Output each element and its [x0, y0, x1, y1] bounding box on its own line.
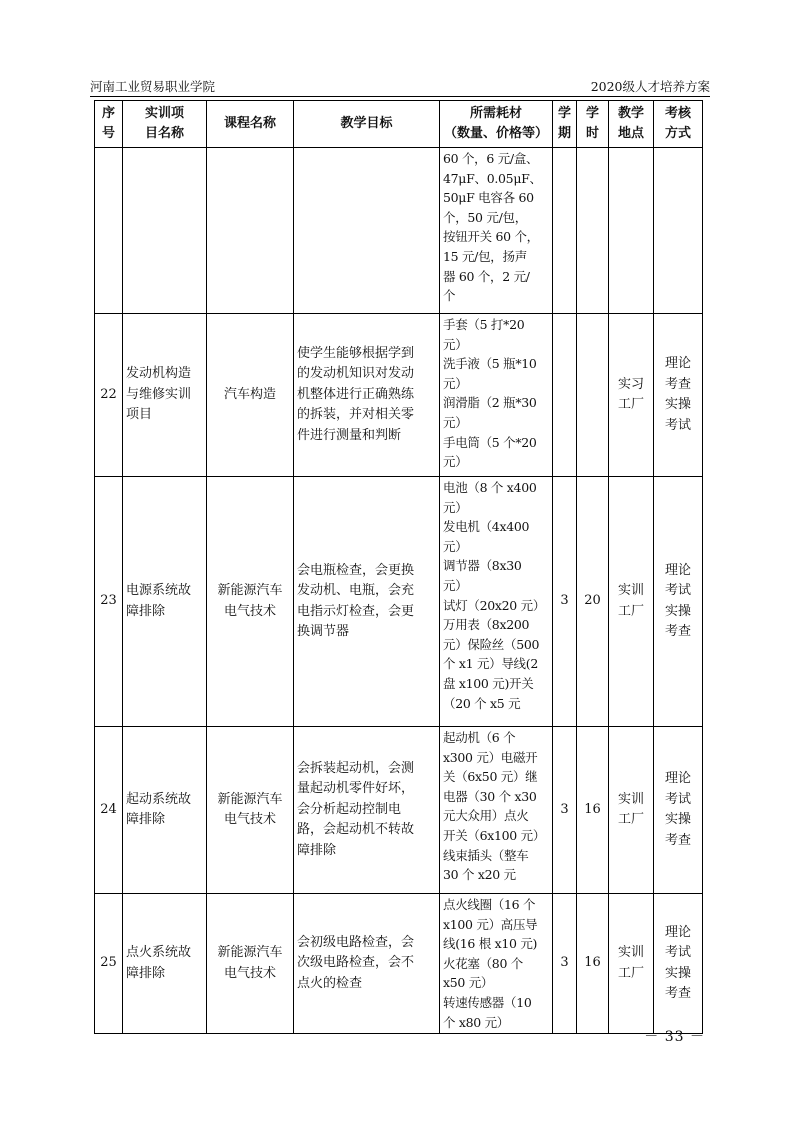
materials-line: 个，50 元/包， [443, 209, 527, 225]
project-name-cell [123, 148, 207, 314]
project-name-line: 障排除 [126, 965, 166, 981]
course-name-cell [207, 314, 294, 477]
semester-cell: 3 [553, 727, 577, 894]
col-project: 实训项 目名称 [123, 101, 207, 148]
project-name-line: 发动机构造 [126, 366, 192, 382]
course-name-line: 新能源汽车 [217, 945, 283, 961]
hours-cell [577, 148, 609, 314]
hours-cell: 16 [577, 894, 609, 1034]
course-name-line: 电气技术 [223, 603, 276, 619]
materials-cell [440, 148, 553, 314]
materials-line: 手套（5 打*20 [443, 317, 525, 332]
row-number-cell: 22 [95, 314, 123, 477]
col-goal: 教学目标 [294, 101, 440, 148]
teaching-goal-line: 电指示灯检查，会更 [297, 603, 415, 619]
assessment-line: 考查 [664, 986, 691, 1002]
semester-cell: 3 [553, 477, 577, 727]
course-name-cell [207, 477, 294, 727]
teaching-goal-line: 发动机、电瓶，会充 [297, 583, 415, 598]
materials-line: 30 个 x20 元 [443, 867, 516, 883]
materials-line: 50μF 电容各 60 [443, 190, 534, 206]
materials-line: 开关（6x100 元） [443, 827, 546, 843]
assessment-line: 实操 [664, 603, 691, 619]
hours-cell [577, 314, 609, 477]
col-no: 序 号 [95, 101, 123, 148]
semester-cell: 3 [553, 894, 577, 1034]
col-assess: 考核 方式 [654, 101, 703, 148]
materials-line: 线束插头（整车 [443, 847, 529, 863]
assessment-line: 理论 [664, 562, 691, 578]
col-materials: 所需耗材 （数量、价格等） [440, 101, 553, 148]
teaching-place-line: 工厂 [617, 397, 644, 412]
project-name-line: 起动系统故 [126, 791, 192, 807]
project-name-cell [123, 314, 207, 477]
teaching-place-cell [609, 894, 654, 1034]
project-name-line: 障排除 [126, 603, 166, 619]
teaching-goal-line: 次级电路检查，会不 [297, 955, 415, 971]
teaching-place-line: 实习 [617, 376, 644, 392]
assessment-line: 考查 [664, 624, 691, 639]
teaching-goal-line: 会初级电路检查，会 [297, 934, 415, 950]
assessment-line: 考查 [664, 376, 691, 392]
table-row [95, 477, 703, 727]
table-row [95, 894, 703, 1034]
assessment-line: 实操 [664, 812, 691, 827]
materials-line: 电池（8 个 x400 [443, 480, 537, 495]
hours-cell: 16 [577, 727, 609, 894]
materials-line: 元） [443, 499, 468, 515]
assessment-line: 实操 [664, 965, 691, 981]
project-name-line: 项目 [126, 407, 153, 423]
semester-cell [553, 148, 577, 314]
teaching-place-line: 实训 [617, 791, 644, 807]
page-number: － 33 － [644, 1029, 705, 1045]
teaching-goal-line: 路，会起动机不转故 [297, 822, 415, 838]
materials-line: 调节器（8x30 [443, 558, 522, 574]
teaching-goal-line: 机整体进行正确熟练 [297, 386, 415, 402]
table-row [95, 148, 703, 314]
assessment-cell [654, 148, 703, 314]
teaching-goal-line: 会电瓶检查，会更换 [297, 562, 415, 578]
col-semester: 学 期 [553, 101, 577, 148]
materials-line: 元）保险丝（500 [443, 636, 540, 652]
materials-line: 润滑脂（2 瓶*30 [443, 395, 537, 411]
materials-line: 元） [443, 336, 468, 352]
course-name-line: 电气技术 [223, 812, 276, 827]
materials-line: 元） [443, 454, 468, 470]
course-name-cell [207, 148, 294, 314]
teaching-goal-cell [294, 314, 440, 477]
materials-line: x50 元） [443, 975, 494, 991]
teaching-place-line: 工厂 [617, 812, 644, 827]
materials-line: 试灯（20x20 元） [443, 597, 546, 613]
school-name: 河南工业贸易职业学院 [90, 79, 216, 94]
materials-line: 器 60 个，2 元/ [443, 268, 530, 284]
project-name-cell [123, 727, 207, 894]
table-row [95, 727, 703, 894]
materials-line: 个 x1 元）导线(2 [443, 656, 538, 672]
teaching-place-cell [609, 477, 654, 727]
teaching-goal-line: 换调节器 [297, 624, 350, 639]
assessment-line: 考查 [664, 832, 691, 848]
course-name-line: 汽车构造 [223, 386, 276, 402]
materials-line: x100 元）高压导 [443, 916, 538, 932]
materials-cell [440, 314, 553, 477]
project-name-line: 障排除 [126, 812, 166, 827]
col-hours: 学 时 [577, 101, 609, 148]
project-name-line: 点火系统故 [126, 945, 192, 961]
page-header [90, 76, 710, 97]
assessment-line: 考试 [664, 945, 691, 961]
teaching-goal-line: 会拆装起动机，会测 [297, 760, 415, 776]
course-name-line: 新能源汽车 [217, 583, 283, 598]
materials-line: 火花塞（80 个 [443, 955, 523, 971]
materials-line: 万用表（8x200 [443, 617, 530, 633]
materials-line: （20 个 x5 元 [443, 695, 521, 711]
document-title: 2020级人才培养方案 [590, 79, 710, 94]
teaching-goal-line: 会分析起动控制电 [297, 801, 402, 817]
materials-cell [440, 727, 553, 894]
teaching-goal-line: 件进行测量和判断 [297, 427, 402, 443]
teaching-goal-line: 使学生能够根据学到 [297, 345, 415, 361]
assessment-line: 考试 [664, 791, 691, 807]
materials-line: 元） [443, 577, 468, 593]
materials-line: 转速传感器（10 [443, 994, 532, 1010]
course-name-cell [207, 894, 294, 1034]
materials-line: 点火线圈（16 个 [443, 897, 536, 912]
col-place: 教学 地点 [609, 101, 654, 148]
assessment-line: 考试 [664, 583, 691, 598]
teaching-goal-cell [294, 894, 440, 1034]
course-name-line: 电气技术 [223, 965, 276, 981]
row-number-cell: 24 [95, 727, 123, 894]
materials-line: 元大众用）点火 [443, 808, 529, 824]
materials-line: 47μF、0.05μF、 [443, 170, 542, 186]
materials-line: 个 x80 元） [443, 1014, 510, 1030]
teaching-goal-line: 的发动机知识对发动 [297, 366, 415, 382]
teaching-goal-cell [294, 727, 440, 894]
assessment-line: 理论 [664, 356, 691, 371]
materials-line: 盘 x100 元)开关 [443, 675, 534, 691]
table-row [95, 314, 703, 477]
materials-line: 发电机（4x400 [443, 519, 530, 535]
materials-line: 按钮开关 60 个， [443, 229, 539, 245]
row-number-cell: 25 [95, 894, 123, 1034]
assessment-line: 理论 [664, 924, 691, 940]
project-name-line: 与维修实训 [126, 386, 192, 402]
teaching-goal-cell [294, 477, 440, 727]
materials-line: 洗手液（5 瓶*10 [443, 356, 537, 372]
materials-cell [440, 894, 553, 1034]
assessment-cell [654, 477, 703, 727]
hours-cell: 20 [577, 477, 609, 727]
assessment-cell [654, 894, 703, 1034]
row-number-cell [95, 148, 123, 314]
assessment-cell [654, 314, 703, 477]
course-name-line: 新能源汽车 [217, 791, 283, 807]
assessment-line: 理论 [664, 771, 691, 786]
materials-line: 15 元/包，扬声 [443, 248, 527, 264]
teaching-place-cell [609, 314, 654, 477]
materials-line: 元） [443, 414, 468, 430]
teaching-place-line: 工厂 [617, 603, 644, 619]
materials-line: 60 个，6 元/盒、 [443, 151, 539, 166]
materials-line: 手电筒（5 个*20 [443, 434, 537, 450]
row-number-cell: 23 [95, 477, 123, 727]
teaching-goal-line: 的拆装，并对相关零 [297, 407, 415, 423]
materials-line: 电器（30 个 x30 [443, 788, 537, 804]
materials-line: 元） [443, 375, 468, 391]
semester-cell [553, 314, 577, 477]
teaching-place-cell [609, 148, 654, 314]
teaching-place-line: 实训 [617, 945, 644, 961]
materials-cell [440, 477, 553, 727]
teaching-place-line: 实训 [617, 583, 644, 598]
materials-line: 个 [443, 288, 456, 304]
teaching-goal-line: 障排除 [297, 842, 337, 858]
materials-line: 起动机（6 个 [443, 730, 516, 745]
project-name-cell [123, 894, 207, 1034]
teaching-place-line: 工厂 [617, 965, 644, 981]
assessment-line: 实操 [664, 397, 691, 412]
assessment-line: 考试 [664, 417, 691, 433]
materials-line: 线(16 根 x10 元) [443, 936, 538, 952]
header-row [95, 101, 703, 148]
teaching-goal-line: 点火的检查 [297, 975, 363, 991]
materials-line: x300 元）电磁开 [443, 749, 538, 765]
teaching-goal-cell [294, 148, 440, 314]
col-course: 课程名称 [207, 101, 294, 148]
training-table [94, 100, 703, 1034]
course-name-cell [207, 727, 294, 894]
project-name-line: 电源系统故 [126, 583, 192, 598]
project-name-cell [123, 477, 207, 727]
assessment-cell [654, 727, 703, 894]
teaching-goal-line: 量起动机零件好坏， [297, 781, 415, 797]
teaching-place-cell [609, 727, 654, 894]
materials-line: 元） [443, 538, 468, 554]
materials-line: 关（6x50 元）继 [443, 769, 538, 785]
